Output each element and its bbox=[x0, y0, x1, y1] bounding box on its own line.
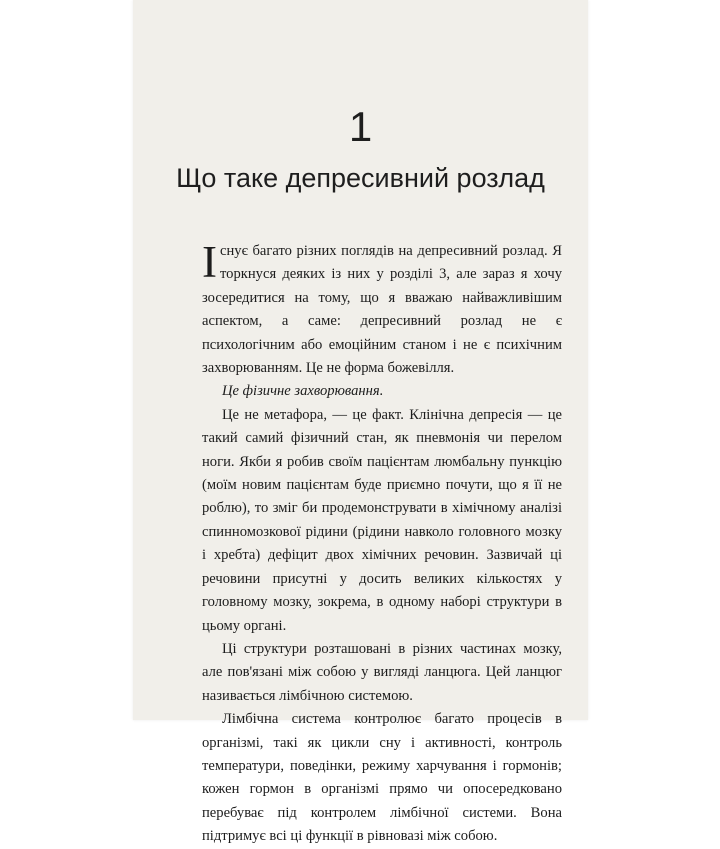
paragraph-3: Це не метафора, — це факт. Клінічна депресія — це такий самий фізичний стан, як пневмонія чи перелом ноги. Якби я робив своїм пацієнтам люмбальну пункцію (моїм новим пацієнтам буде приємно почути, що я її не роблю), то зміг би продемонструвати в хімічному аналізі спинномозкової рідини (рідини навколо головного мозку і хребта) дефіцит двох хімічних речовин. Зазвичай ці речовини присутні у досить великих кількостях у головному мозку, зокрема, в одному наборі структури в цьому органі. bbox=[202, 406, 562, 634]
drop-cap: І bbox=[202, 237, 217, 287]
paragraph-1-text: снує багато різних поглядів на депресивний розлад. Я торкнуся деяких із них у розділі 3, але зараз я хочу зосередитися на тому, що я вважаю найважливішим аспектом, а саме: депресивний розлад не є психологічним або емоційним станом і не є психічним захворюванням. Це не форма божевілля. bbox=[202, 243, 562, 377]
chapter-number: 1 bbox=[348, 103, 373, 150]
body-text bbox=[202, 237, 562, 849]
book-page bbox=[133, 0, 588, 845]
paragraph-2: Це фізичне захворювання. bbox=[222, 383, 384, 400]
paragraph-1 bbox=[202, 237, 562, 380]
paragraph-5: Лімбічна система контролює багато процесів в організмі, такі як цикли сну і активності, контроль температури, поведінки, режиму харчування і гормонів; кожен гормон в організмі прямо чи опосередковано перебуває під контролем лімбічної системи. Вона підтримує всі ці функції в рівновазі між собою. bbox=[202, 711, 562, 845]
chapter-title: Що таке депресивний розлад bbox=[176, 163, 545, 193]
paragraph-4: Ці структури розташовані в різних частинах мозку, але пов'язані між собою у вигляді ланцюга. Цей ланцюг називається лімбічною системою. bbox=[202, 640, 562, 704]
